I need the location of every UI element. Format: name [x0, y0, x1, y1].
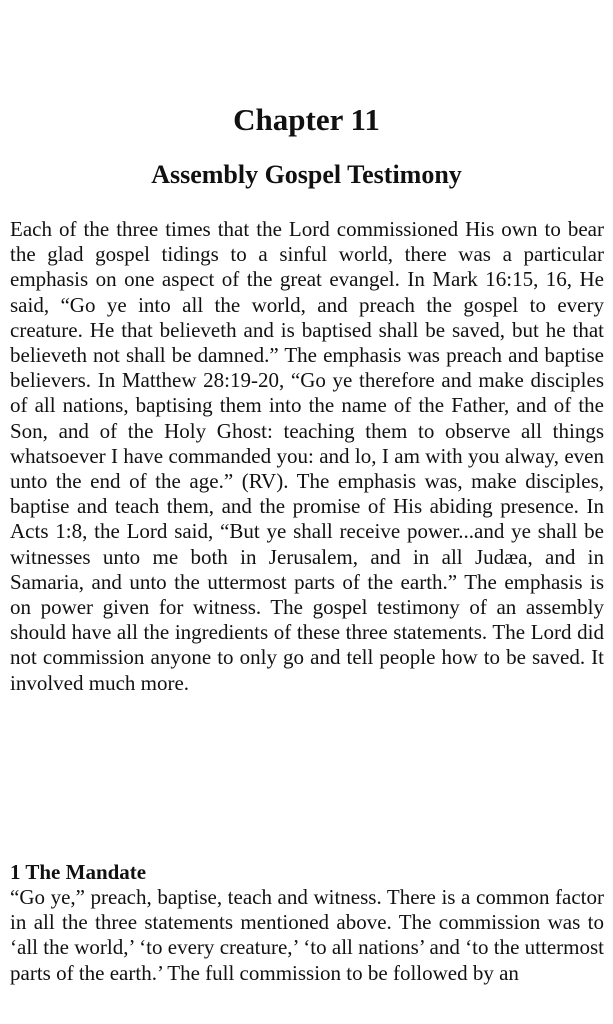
body-paragraph-intro: Each of the three times that the Lord commissioned His own to bear the glad gospel tidings to a sinful world, there was a particular emphasis on one aspect of the great evangel. In Mark 16:15, 16, He said, “Go ye into all the world, and preach the gospel to every creature. He that believeth and is baptised shall be saved, but he that believeth not shall be damned.” The emphasis was preach and baptise believers. In Matthew 28:19-20, “Go ye therefore and make disciples of all nations, baptising them into the name of the Father, and of the Son, and of the Holy Ghost: teaching them to observe all things whatsoever I have commanded you: and lo, I am with you alway, even unto the end of the age.” (RV). The emphasis was, make disciples, baptise and teach them, and the promise of His abiding presence. In Acts 1:8, the Lord said, “But ye shall receive power...and ye shall be witnesses unto me both in Jerusalem, and in all Judæa, and in Samaria, and unto the uttermost parts of the earth.” The emphasis is on power given for witness. The gospel testimony of an assembly should have all the ingredients of these three statements. The Lord did not commission anyone to only go and tell people how to be saved. It involved much more.	[10, 217, 604, 695]
chapter-title: Chapter 11	[233, 102, 380, 137]
body-paragraph-mandate: “Go ye,” preach, baptise, teach and witness. There is a common factor in all the three statements mentioned above. The commission was to ‘all the world,’ ‘to every creature,’ ‘to all nations’ and ‘to the uttermost parts of the earth.’ The full commission to be followed by an	[10, 885, 604, 985]
chapter-subtitle: Assembly Gospel Testimony	[151, 160, 462, 189]
section-heading-mandate: 1 The Mandate	[10, 860, 147, 884]
